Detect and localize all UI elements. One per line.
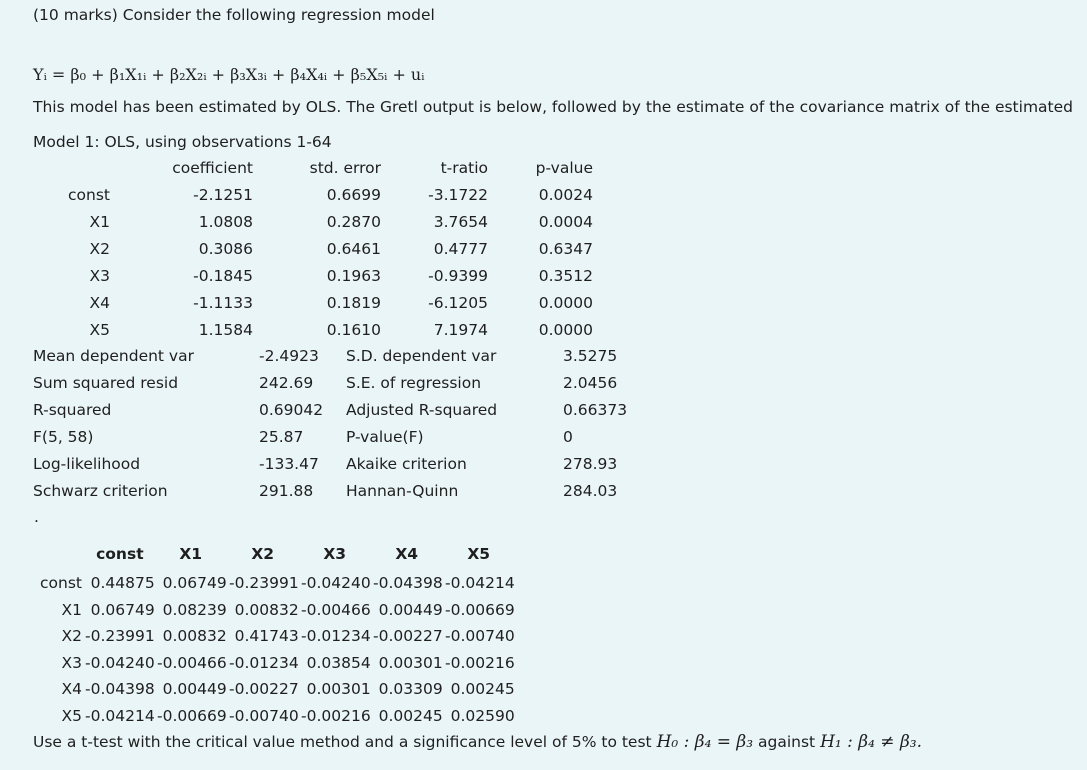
cov-cell: -0.00669: [445, 600, 515, 619]
cov-cell: -0.00740: [445, 627, 515, 646]
model-equation: Yᵢ = β₀ + β₁X₁ᵢ + β₂X₂ᵢ + β₃X₃ᵢ + β₄X₄ᵢ + β₅X₅ᵢ + uᵢ: [33, 65, 425, 84]
cov-col-header: X5: [467, 545, 491, 563]
task-line: [33, 732, 922, 752]
cov-cell: 0.03309: [378, 680, 443, 699]
stat-label: R-squared: [33, 401, 112, 419]
cov-col-header: X2: [251, 545, 275, 563]
stat-value: 291.88: [259, 482, 314, 500]
cov-col-header: const: [96, 545, 144, 563]
stat-value: 242.69: [259, 374, 314, 392]
cov-cell: -0.04214: [85, 706, 155, 725]
stat-value: 0.69042: [259, 401, 324, 419]
stat-label: Hannan-Quinn: [346, 482, 459, 500]
stat-label: S.E. of regression: [346, 374, 482, 392]
cov-row-name: X3: [61, 653, 82, 672]
gretl-model-title: Model 1: OLS, using observations 1-64: [33, 133, 332, 151]
cov-cell: -0.00466: [301, 600, 371, 619]
separator-dot: .: [34, 508, 39, 526]
stat-label: Akaike criterion: [346, 455, 467, 473]
cov-cell: -0.04398: [85, 680, 155, 699]
cov-row: [33, 650, 515, 677]
stat-value: 0: [563, 428, 573, 446]
std-error-value: 0.6699: [326, 186, 381, 204]
p-value-value: 0.6347: [538, 240, 593, 258]
stat-value: 278.93: [563, 455, 618, 473]
t-ratio-value: 7.1974: [433, 321, 488, 339]
coefficient-value: 0.3086: [198, 240, 253, 258]
cov-row-name: X4: [61, 680, 82, 699]
task-text: Use a t-test with the critical value method and a significance level of 5% to test: [33, 733, 652, 751]
cov-row: [33, 703, 515, 730]
cov-row: [33, 597, 515, 624]
cov-cell: 0.06749: [90, 600, 155, 619]
cov-cell: -0.00740: [229, 706, 299, 725]
stat-value: -2.4923: [259, 347, 319, 365]
cov-cell: -0.00227: [229, 680, 299, 699]
col-header-coefficient: coefficient: [172, 159, 253, 177]
cov-row: [33, 623, 515, 650]
t-ratio-value: 0.4777: [433, 240, 488, 258]
null-hypothesis: H₀ : β₄ = β₃: [656, 732, 754, 752]
std-error-value: 0.1963: [326, 267, 381, 285]
cov-col-header: X4: [395, 545, 419, 563]
cov-cell: -0.00669: [157, 706, 227, 725]
t-ratio-value: -0.9399: [428, 267, 488, 285]
var-name: const: [68, 186, 110, 204]
stat-label: Sum squared resid: [33, 374, 179, 392]
stat-value: -133.47: [259, 455, 319, 473]
cov-cell: -0.00227: [373, 627, 443, 646]
std-error-value: 0.6461: [326, 240, 381, 258]
stat-value: 2.0456: [563, 374, 618, 392]
cov-cell: -0.04240: [85, 653, 155, 672]
cov-row-name: X5: [61, 706, 82, 725]
model-note: This model has been estimated by OLS. The Gretl output is below, followed by the estimate of the covariance matrix of the estimated: [33, 98, 1073, 116]
cov-cell: -0.01234: [301, 627, 371, 646]
cov-row: [33, 676, 515, 703]
cov-row-name: const: [40, 574, 82, 593]
stat-label: S.D. dependent var: [346, 347, 497, 365]
cov-cell: -0.01234: [229, 653, 299, 672]
coefficient-value: -1.1133: [193, 294, 253, 312]
cov-cell: 0.03854: [306, 653, 371, 672]
stat-label: P-value(F): [346, 428, 424, 446]
coefficient-value: -0.1845: [193, 267, 253, 285]
cov-cell: -0.04240: [301, 574, 371, 593]
p-value-value: 0.0024: [538, 186, 593, 204]
cov-cell: 0.00301: [378, 653, 443, 672]
cov-col-header: X3: [323, 545, 347, 563]
coefficient-value: 1.1584: [198, 321, 253, 339]
cov-cell: -0.00216: [301, 706, 371, 725]
var-name: X2: [89, 240, 110, 258]
stat-label: Log-likelihood: [33, 455, 141, 473]
cov-row-name: X1: [61, 600, 82, 619]
cov-cell: 0.00301: [306, 680, 371, 699]
cov-cell: 0.00832: [162, 627, 227, 646]
cov-cell: 0.08239: [162, 600, 227, 619]
stat-value: 25.87: [259, 428, 304, 446]
cov-cell: 0.44875: [90, 574, 155, 593]
cov-col-header: X1: [179, 545, 203, 563]
cov-cell: -0.04398: [373, 574, 443, 593]
stat-label: Mean dependent var: [33, 347, 194, 365]
cov-cell: -0.23991: [229, 574, 299, 593]
var-name: X1: [89, 213, 110, 231]
cov-cell: 0.00449: [378, 600, 443, 619]
cov-cell: 0.00832: [234, 600, 299, 619]
cov-cell: 0.02590: [450, 706, 515, 725]
cov-cell: -0.00216: [445, 653, 515, 672]
p-value-value: 0.0004: [538, 213, 593, 231]
cov-cell: 0.00449: [162, 680, 227, 699]
alternative-hypothesis: H₁ : β₄ ≠ β₃.: [820, 732, 922, 752]
t-ratio-value: 3.7654: [433, 213, 488, 231]
cov-cell: 0.00245: [450, 680, 515, 699]
col-header-t-ratio: t-ratio: [440, 159, 488, 177]
cov-cell: -0.23991: [85, 627, 155, 646]
t-ratio-value: -6.1205: [428, 294, 488, 312]
col-header-p-value: p-value: [535, 159, 593, 177]
stat-label: F(5, 58): [33, 428, 94, 446]
stat-value: 284.03: [563, 482, 618, 500]
cov-cell: 0.06749: [162, 574, 227, 593]
coefficient-value: 1.0808: [198, 213, 253, 231]
var-name: X3: [89, 267, 110, 285]
cov-row: [33, 570, 515, 597]
p-value-value: 0.0000: [538, 294, 593, 312]
var-name: X4: [89, 294, 110, 312]
stat-value: 0.66373: [563, 401, 628, 419]
cov-row-name: X2: [61, 627, 82, 646]
cov-cell: 0.00245: [378, 706, 443, 725]
covariance-matrix: [33, 544, 515, 729]
std-error-value: 0.2870: [326, 213, 381, 231]
p-value-value: 0.0000: [538, 321, 593, 339]
question-intro: (10 marks) Consider the following regression model: [33, 6, 435, 24]
p-value-value: 0.3512: [538, 267, 593, 285]
col-header-std-error: std. error: [309, 159, 381, 177]
t-ratio-value: -3.1722: [428, 186, 488, 204]
std-error-value: 0.1819: [326, 294, 381, 312]
task-against: against: [758, 733, 816, 751]
std-error-value: 0.1610: [326, 321, 381, 339]
cov-cell: -0.00466: [157, 653, 227, 672]
stat-label: Schwarz criterion: [33, 482, 168, 500]
cov-cell: 0.41743: [234, 627, 299, 646]
stat-value: 3.5275: [563, 347, 618, 365]
var-name: X5: [89, 321, 110, 339]
cov-cell: -0.04214: [445, 574, 515, 593]
stat-label: Adjusted R-squared: [346, 401, 498, 419]
coefficient-value: -2.1251: [193, 186, 253, 204]
